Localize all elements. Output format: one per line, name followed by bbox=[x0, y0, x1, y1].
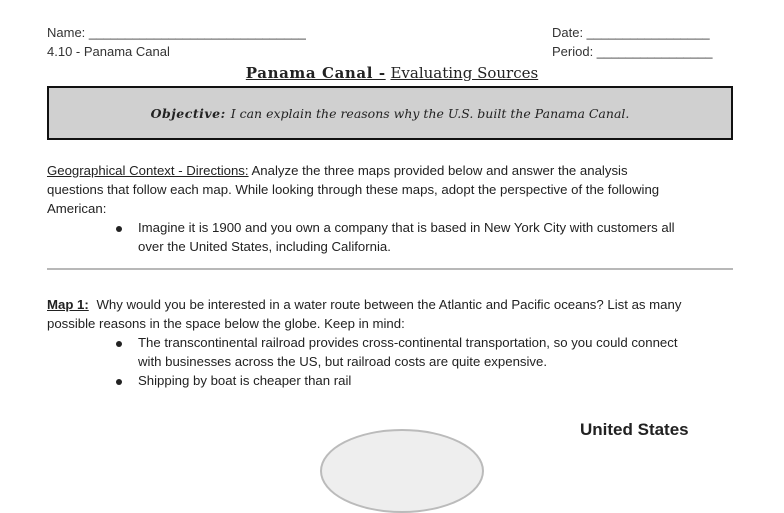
context-bullet-line-2: over the United States, including California. bbox=[138, 239, 391, 254]
section-divider bbox=[47, 268, 733, 270]
date-field-label: Date: _________________ bbox=[552, 25, 710, 40]
globe-map-image bbox=[320, 429, 484, 513]
context-text-1: Analyze the three maps provided below and answer the analysis bbox=[251, 163, 628, 178]
map1-line-1 bbox=[47, 297, 681, 312]
context-line-2: questions that follow each map. While looking through these maps, adopt the perspective of the following bbox=[47, 182, 660, 197]
map1-line-2: possible reasons in the space below the globe. Keep in mind: bbox=[47, 316, 405, 331]
period-field-label: Period: ________________ bbox=[552, 44, 713, 59]
map1-bullet2: Shipping by boat is cheaper than rail bbox=[138, 373, 352, 388]
bullet-icon bbox=[116, 226, 122, 232]
context-bullet-line-1: Imagine it is 1900 and you own a company that is based in New York City with customers all bbox=[138, 220, 675, 235]
page-title bbox=[0, 64, 784, 82]
context-line-1 bbox=[47, 163, 628, 178]
map-label: United States bbox=[580, 420, 689, 439]
map1-bullet1-line-1: The transcontinental railroad provides cross-continental transportation, so you could connect bbox=[138, 335, 678, 350]
context-heading: Geographical Context - Directions: bbox=[47, 163, 249, 178]
bullet-icon bbox=[116, 341, 122, 347]
context-line-3: American: bbox=[47, 201, 107, 216]
bullet-icon bbox=[116, 379, 122, 385]
lesson-label: 4.10 - Panama Canal bbox=[47, 44, 170, 59]
name-field-label: Name: ______________________________ bbox=[47, 25, 306, 40]
objective-label: Objective: bbox=[150, 105, 226, 121]
title-main: Panama Canal - bbox=[245, 64, 386, 82]
objective-text: I can explain the reasons why the U.S. built the Panama Canal. bbox=[230, 105, 630, 121]
map1-bullet1-line-2: with businesses across the US, but railroad costs are quite expensive. bbox=[138, 354, 548, 369]
map1-heading: Map 1: bbox=[47, 297, 89, 312]
objective-box bbox=[47, 86, 733, 140]
title-sub: Evaluating Sources bbox=[390, 64, 539, 82]
map1-text-1: Why would you be interested in a water route between the Atlantic and Pacific oceans? List as many bbox=[96, 297, 682, 312]
